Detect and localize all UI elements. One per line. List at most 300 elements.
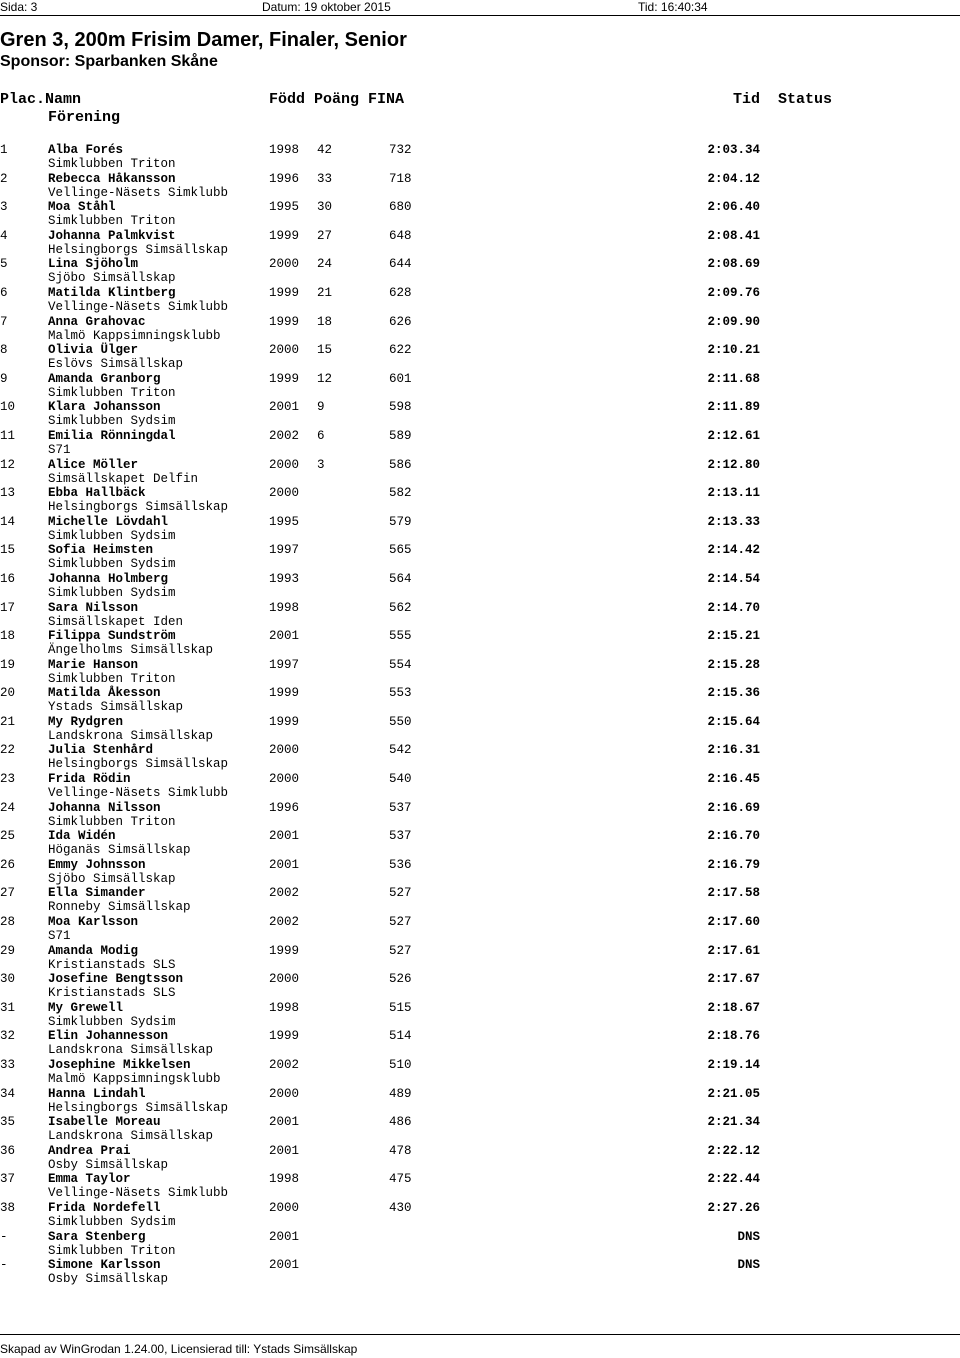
points: 27 [317,228,333,243]
result-time: 2:17.67 [707,972,760,987]
birth-year: 2000 [269,1200,300,1215]
result-row [0,999,960,1028]
points: 15 [317,343,333,358]
result-time: 2:14.54 [707,571,760,586]
result-time: DNS [737,1229,760,1244]
club-name: Osby Simsällskap [48,1272,169,1287]
result-row [0,942,960,971]
result-row [0,1142,960,1171]
result-time: 2:21.34 [707,1115,760,1130]
club-name: Landskrona Simsällskap [48,1129,214,1144]
result-place: 20 [0,686,16,701]
result-time: 2:14.42 [707,543,760,558]
result-time: 2:06.40 [707,200,760,215]
birth-year: 1996 [269,171,300,186]
fina-points: 510 [389,1058,412,1072]
birth-year: 2001 [269,829,300,844]
result-place: 37 [0,1172,16,1187]
event-title: Gren 3, 200m Frisim Damer, Finaler, Senior [0,29,407,51]
club-name: Ystads Simsällskap [48,700,184,715]
result-place: 17 [0,600,16,615]
result-place: 6 [0,285,8,300]
club-name: Helsingborgs Simsällskap [48,757,229,772]
birth-year: 1999 [269,314,300,329]
swimmer-name: Sara Nilsson [48,600,139,615]
swimmer-name: Klara Johansson [48,400,161,415]
club-name: Simklubben Triton [48,814,176,829]
club-name: Ronneby Simsällskap [48,900,191,915]
result-time: 2:12.80 [707,457,760,472]
fina-points: 527 [389,915,412,930]
result-time: 2:09.90 [707,314,760,329]
result-row [0,913,960,942]
result-time: 2:09.76 [707,285,760,300]
swimmer-name: Simone Karlsson [48,1258,161,1273]
fina-points: 562 [389,600,412,615]
result-time: 2:21.05 [707,1086,760,1101]
page-number: Sida: 3 [0,0,38,14]
fina-points: 586 [389,457,412,472]
fina-points: 536 [389,857,412,872]
result-row [0,1199,960,1228]
result-time: 2:13.11 [707,486,760,501]
fina-points: 475 [389,1172,412,1187]
club-name: Simklubben Sydsim [48,1214,176,1229]
club-name: Simklubben Sydsim [48,1014,176,1029]
result-time: 2:16.45 [707,772,760,787]
birth-year: 1995 [269,514,300,529]
result-place: 7 [0,314,8,329]
result-row [0,1228,960,1257]
result-place: 2 [0,171,8,186]
club-name: Osby Simsällskap [48,1157,169,1172]
swimmer-name: Ebba Hallbäck [48,486,146,501]
points: 6 [317,428,325,443]
fina-points: 644 [389,257,412,272]
swimmer-name: Emilia Rönningdal [48,428,176,443]
fina-points: 553 [389,686,412,701]
page-header [0,0,960,14]
swimmer-name: Olivia Ülger [48,343,139,358]
result-place: 11 [0,428,16,443]
column-header-place-name: Plac.Namn [0,91,82,108]
club-name: Simklubben Triton [48,671,176,686]
fina-points: 514 [389,1029,412,1044]
result-row [0,398,960,427]
fina-points: 555 [389,629,412,644]
result-time: 2:15.28 [707,657,760,672]
result-time: 2:27.26 [707,1200,760,1215]
club-name: Kristianstads SLS [48,986,176,1001]
club-name: Simklubben Triton [48,385,176,400]
birth-year: 1999 [269,714,300,729]
column-header-status: Status [778,91,833,108]
birth-year: 2000 [269,972,300,987]
fina-points: 489 [389,1086,412,1101]
result-place: 19 [0,657,16,672]
fina-points: 601 [389,371,412,386]
club-name: Vellinge-Näsets Simklubb [48,299,229,314]
birth-year: 1995 [269,200,300,215]
results-list [0,141,960,1285]
result-row [0,427,960,456]
birth-year: 1999 [269,1029,300,1044]
club-name: Ängelholms Simsällskap [48,643,214,658]
birth-year: 2001 [269,1229,300,1244]
birth-year: 2001 [269,1258,300,1273]
swimmer-name: Moa Ståhl [48,200,116,215]
club-name: Vellinge-Näsets Simklubb [48,1186,229,1201]
birth-year: 2001 [269,629,300,644]
result-place: - [0,1258,8,1273]
fina-points: 550 [389,714,412,729]
result-time: 2:14.70 [707,600,760,615]
result-time: 2:19.14 [707,1058,760,1072]
result-time: 2:18.67 [707,1000,760,1015]
result-place: 34 [0,1086,16,1101]
club-name: Helsingborgs Simsällskap [48,242,229,257]
club-name: Helsingborgs Simsällskap [48,500,229,515]
result-time: 2:16.79 [707,857,760,872]
swimmer-name: Moa Karlsson [48,915,139,930]
result-place: 18 [0,629,16,644]
result-row [0,570,960,599]
result-time: 2:11.68 [707,371,760,386]
swimmer-name: My Rydgren [48,714,124,729]
result-place: 38 [0,1200,16,1215]
result-time: 2:16.31 [707,743,760,758]
club-name: Kristianstads SLS [48,957,176,972]
points: 42 [317,143,333,157]
result-time: 2:22.12 [707,1143,760,1158]
birth-year: 2002 [269,915,300,930]
birth-year: 2001 [269,1143,300,1158]
club-name: Simklubben Triton [48,1243,176,1258]
swimmer-name: Matilda Åkesson [48,686,161,701]
result-place: 15 [0,543,16,558]
result-place: 3 [0,200,8,215]
result-row [0,284,960,313]
fina-points: 486 [389,1115,412,1130]
swimmer-name: Hanna Lindahl [48,1086,146,1101]
result-row [0,513,960,542]
points: 18 [317,314,333,329]
print-time: Tid: 16:40:34 [638,0,708,14]
fina-points: 582 [389,486,412,501]
swimmer-name: Elin Johannesson [48,1029,169,1044]
fina-points: 579 [389,514,412,529]
swimmer-name: Ella Simander [48,886,146,901]
fina-points: 565 [389,543,412,558]
result-time: 2:11.89 [707,400,760,415]
result-time: 2:15.64 [707,714,760,729]
result-row [0,884,960,913]
club-name: Simklubben Sydsim [48,585,176,600]
birth-year: 1998 [269,600,300,615]
points: 21 [317,285,333,300]
club-name: Simklubben Triton [48,214,176,229]
result-place: 4 [0,228,8,243]
result-time: 2:16.70 [707,829,760,844]
result-time: 2:15.36 [707,686,760,701]
points: 3 [317,457,325,472]
swimmer-name: Alba Forés [48,143,124,157]
points: 33 [317,171,333,186]
birth-year: 1999 [269,943,300,958]
footer-text: Skapad av WinGrodan 1.24.00, Licensierad till: Ystads Simsällskap [0,1342,358,1356]
club-name: Simklubben Sydsim [48,414,176,429]
club-name: Landskrona Simsällskap [48,1043,214,1058]
result-time: 2:16.69 [707,800,760,815]
swimmer-name: Ida Widén [48,829,116,844]
fina-points: 537 [389,800,412,815]
print-date: Datum: 19 oktober 2015 [262,0,391,14]
result-time: 2:17.61 [707,943,760,958]
result-place: 24 [0,800,16,815]
swimmer-name: Sara Stenberg [48,1229,146,1244]
result-row [0,656,960,685]
result-row [0,1113,960,1142]
swimmer-name: Isabelle Moreau [48,1115,161,1130]
club-name: Simklubben Sydsim [48,557,176,572]
birth-year: 1998 [269,1172,300,1187]
club-name: Vellinge-Näsets Simklubb [48,185,229,200]
swimmer-name: Anna Grahovac [48,314,146,329]
result-time: 2:22.44 [707,1172,760,1187]
points: 30 [317,200,333,215]
club-name: Malmö Kappsimningsklubb [48,328,221,343]
result-row [0,313,960,342]
birth-year: 2001 [269,857,300,872]
swimmer-name: Amanda Modig [48,943,139,958]
birth-year: 1999 [269,285,300,300]
swimmer-name: Emmy Johnsson [48,857,146,872]
result-row [0,541,960,570]
birth-year: 1998 [269,143,300,157]
result-time: 2:18.76 [707,1029,760,1044]
fina-points: 628 [389,285,412,300]
result-place: 32 [0,1029,16,1044]
club-name: Landskrona Simsällskap [48,728,214,743]
club-name: Malmö Kappsimningsklubb [48,1072,221,1086]
result-place: 30 [0,972,16,987]
birth-year: 1999 [269,228,300,243]
club-name: Simsällskapet Iden [48,614,184,629]
swimmer-name: My Grewell [48,1000,124,1015]
result-row [0,170,960,199]
club-name: Helsingborgs Simsällskap [48,1100,229,1115]
birth-year: 2002 [269,1058,300,1072]
column-header-club: Förening [48,109,121,126]
sponsor-line: Sponsor: Sparbanken Skåne [0,53,218,70]
result-time: 2:03.34 [707,143,760,157]
birth-year: 2000 [269,1086,300,1101]
swimmer-name: Sofia Heimsten [48,543,154,558]
fina-points: 515 [389,1000,412,1015]
result-row [0,799,960,828]
club-name: Sjöbo Simsällskap [48,871,176,886]
fina-points: 554 [389,657,412,672]
club-name: Simsällskapet Delfin [48,471,199,486]
swimmer-name: Johanna Palmkvist [48,228,176,243]
result-place: - [0,1229,8,1244]
swimmer-name: Lina Sjöholm [48,257,139,272]
fina-points: 622 [389,343,412,358]
result-place: 5 [0,257,8,272]
header-divider [0,15,960,16]
swimmer-name: Rebecca Håkansson [48,171,176,186]
result-row [0,1170,960,1199]
result-row [0,684,960,713]
club-name: Sjöbo Simsällskap [48,271,176,286]
fina-points: 680 [389,200,412,215]
result-place: 36 [0,1143,16,1158]
result-row [0,627,960,656]
result-place: 23 [0,772,16,787]
result-time: 2:04.12 [707,171,760,186]
fina-points: 718 [389,171,412,186]
club-name: S71 [48,442,71,457]
birth-year: 2000 [269,343,300,358]
points: 24 [317,257,333,272]
result-row [0,741,960,770]
result-place: 16 [0,571,16,586]
birth-year: 1997 [269,543,300,558]
fina-points: 648 [389,228,412,243]
swimmer-name: Johanna Holmberg [48,571,169,586]
result-time: 2:13.33 [707,514,760,529]
swimmer-name: Amanda Granborg [48,371,161,386]
result-row [0,713,960,742]
fina-points: 430 [389,1200,412,1215]
birth-year: 1997 [269,657,300,672]
result-place: 13 [0,486,16,501]
result-row [0,370,960,399]
result-place: 35 [0,1115,16,1130]
swimmer-name: Matilda Klintberg [48,285,176,300]
birth-year: 2000 [269,457,300,472]
fina-points: 589 [389,428,412,443]
swimmer-name: Frida Rödin [48,772,131,787]
result-place: 25 [0,829,16,844]
swimmer-name: Michelle Lövdahl [48,514,169,529]
result-time: 2:17.58 [707,886,760,901]
result-time: DNS [737,1258,760,1273]
result-place: 29 [0,943,16,958]
result-row [0,198,960,227]
result-row [0,1085,960,1114]
result-row [0,1056,960,1085]
result-row [0,341,960,370]
fina-points: 564 [389,571,412,586]
fina-points: 540 [389,772,412,787]
birth-year: 1996 [269,800,300,815]
fina-points: 478 [389,1143,412,1158]
result-row [0,255,960,284]
swimmer-name: Emma Taylor [48,1172,131,1187]
fina-points: 542 [389,743,412,758]
fina-points: 526 [389,972,412,987]
club-name: Vellinge-Näsets Simklubb [48,786,229,801]
club-name: Eslövs Simsällskap [48,357,184,372]
result-row [0,484,960,513]
result-place: 22 [0,743,16,758]
birth-year: 2002 [269,428,300,443]
swimmer-name: Filippa Sundström [48,629,176,644]
result-time: 2:12.61 [707,428,760,443]
result-row [0,599,960,628]
club-name: Höganäs Simsällskap [48,843,191,858]
result-place: 1 [0,143,8,157]
birth-year: 2001 [269,1115,300,1130]
birth-year: 1999 [269,686,300,701]
result-time: 2:17.60 [707,915,760,930]
result-time: 2:10.21 [707,343,760,358]
result-time: 2:08.69 [707,257,760,272]
swimmer-name: Marie Hanson [48,657,139,672]
result-place: 27 [0,886,16,901]
result-row [0,1256,960,1285]
result-place: 28 [0,915,16,930]
points: 12 [317,371,333,386]
result-row [0,141,960,170]
fina-points: 527 [389,943,412,958]
birth-year: 2000 [269,743,300,758]
result-row [0,970,960,999]
result-place: 26 [0,857,16,872]
fina-points: 626 [389,314,412,329]
result-row [0,770,960,799]
result-place: 14 [0,514,16,529]
fina-points: 598 [389,400,412,415]
result-place: 9 [0,371,8,386]
result-row [0,1027,960,1056]
footer-divider [0,1334,960,1335]
points: 9 [317,400,325,415]
birth-year: 2001 [269,400,300,415]
swimmer-name: Frida Nordefell [48,1200,161,1215]
result-row [0,856,960,885]
result-place: 31 [0,1000,16,1015]
fina-points: 537 [389,829,412,844]
swimmer-name: Johanna Nilsson [48,800,161,815]
result-place: 10 [0,400,16,415]
result-place: 21 [0,714,16,729]
swimmer-name: Josefine Bengtsson [48,972,184,987]
birth-year: 2002 [269,886,300,901]
fina-points: 527 [389,886,412,901]
birth-year: 1993 [269,571,300,586]
fina-points: 732 [389,143,412,157]
birth-year: 2000 [269,257,300,272]
swimmer-name: Julia Stenhård [48,743,154,758]
club-name: Simklubben Sydsim [48,528,176,543]
result-place: 33 [0,1058,16,1072]
result-time: 2:08.41 [707,228,760,243]
column-header-born-points-fina: Född Poäng FINA [269,91,405,108]
result-time: 2:15.21 [707,629,760,644]
birth-year: 2000 [269,772,300,787]
birth-year: 1998 [269,1000,300,1015]
swimmer-name: Josephine Mikkelsen [48,1058,191,1072]
result-row [0,227,960,256]
swimmer-name: Andrea Prai [48,1143,131,1158]
column-header-time: Tid [732,91,760,108]
result-row [0,827,960,856]
birth-year: 1999 [269,371,300,386]
swimmer-name: Alice Möller [48,457,139,472]
birth-year: 2000 [269,486,300,501]
